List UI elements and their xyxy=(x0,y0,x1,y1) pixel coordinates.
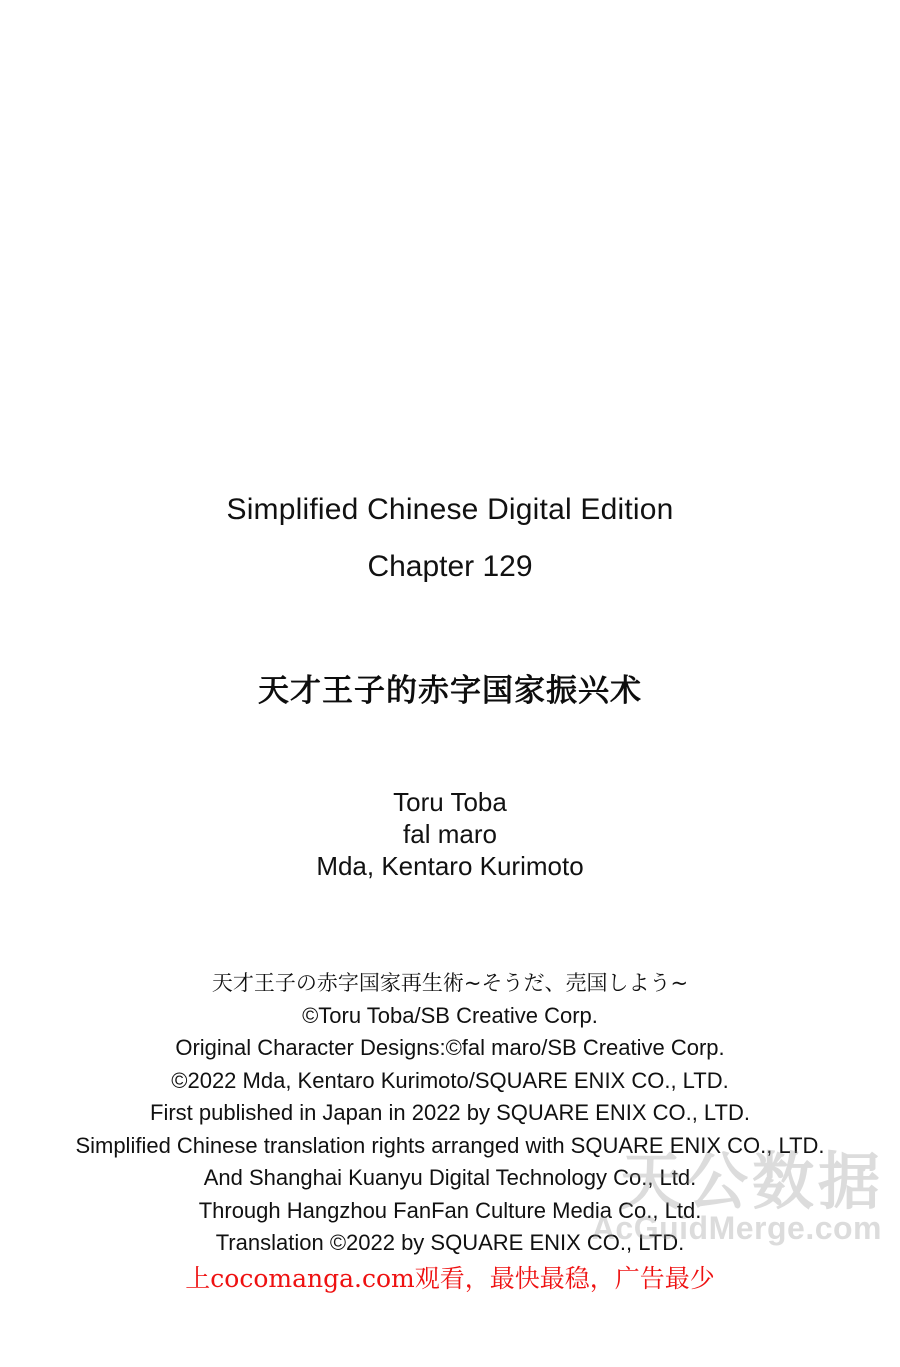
legal-line-translation-rights: Simplified Chinese translation rights arranged with SQUARE ENIX CO., LTD. xyxy=(75,1132,825,1158)
staff-artists: Mda, Kentaro Kurimoto xyxy=(316,851,584,881)
watermark-cn-text: 天公数据 xyxy=(619,1145,884,1218)
watermark-en-text: AcGuidMerge.com xyxy=(591,1210,882,1246)
legal-line-copyright-artists: ©2022 Mda, Kentaro Kurimoto/SQUARE ENIX CO., LTD. xyxy=(171,1067,729,1093)
legal-notice xyxy=(0,967,900,1260)
legal-line-first-published: First published in Japan in 2022 by SQUARE ENIX CO., LTD. xyxy=(150,1100,750,1125)
legal-line-original-title: 天才王子の赤字国家再生術~そうだ、売国しよう~ xyxy=(211,971,689,995)
edition-label: Simplified Chinese Digital Edition xyxy=(226,493,674,526)
legal-line-character-designs: Original Character Designs:©fal maro/SB Creative Corp. xyxy=(175,1035,725,1060)
staff-author: Toru Toba xyxy=(393,787,507,817)
legal-line-partner-shanghai: And Shanghai Kuanyu Digital Technology Co., Ltd. xyxy=(203,1165,697,1190)
staff-character-designer: fal maro xyxy=(403,819,497,849)
chapter-label: Chapter 129 xyxy=(367,550,533,583)
staff-credits xyxy=(0,786,900,882)
page-title: 天才王子的赤字国家振兴术 xyxy=(258,673,642,709)
legal-line-copyright-author: ©Toru Toba/SB Creative Corp. xyxy=(302,1002,598,1028)
legal-line-translation-copyright: Translation ©2022 by SQUARE ENIX CO., LTD. xyxy=(215,1230,685,1255)
promo-notice: 上cocomanga.com观看，最快最稳，广告最少 xyxy=(185,1264,715,1293)
legal-line-partner-hangzhou: Through Hangzhou FanFan Culture Media Co., Ltd. xyxy=(198,1197,702,1223)
